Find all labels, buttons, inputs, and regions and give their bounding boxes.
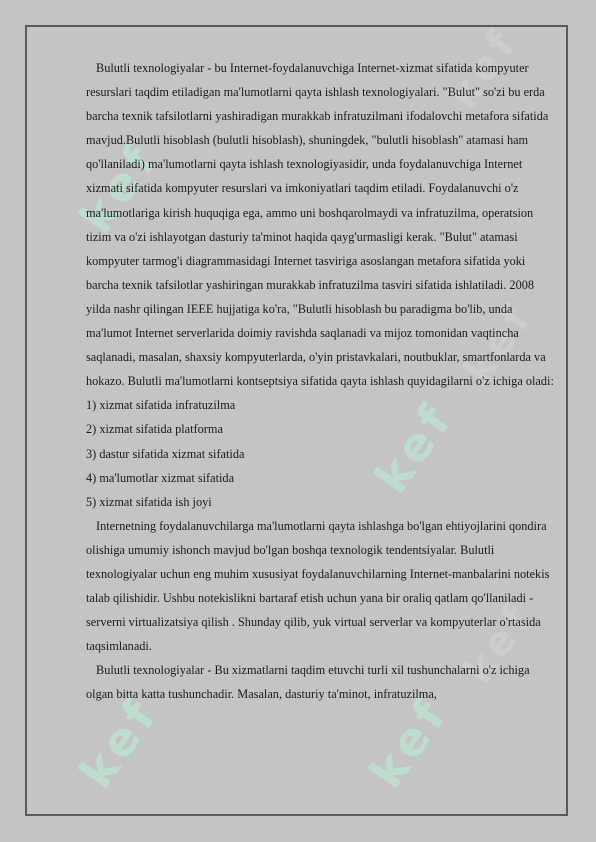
watermark-text: kef (68, 686, 170, 798)
paragraph-internet: Internetning foydalanuvchilarga ma'lumotlarni qayta ishlashga bo'lgan ehtiyojlarini qondira olishiga umumiy ishonch mavjud bo'lgan boshqa texnologik tendentsiyalar. Bulutli texnologiyalar uchun eng muhim xususiyat foydalanuvchilarning Internet-manbalarini notekis talab qilishidir. Ushbu notekislikni bartaraf etish uchun yana bir oraliq qatlam qo'llaniladi - serverni virtualizatsiya qilish . Shunday qilib, yuk virtual serverlar va kompyuterlar o'rtasida taqsimlanadi. (86, 518, 550, 654)
paragraph-intro: Bulutli texnologiyalar - bu Internet-foydalanuvchiga Internet-xizmat sifatida kompyuter resurslari taqdim etiladigan ma'lumotlarni qayta ishlash texnologiyalari. "Bulut" so'zi bu erda barcha texnik tafsilotlarni yashiradigan murakkab infratuzilmani ifodalovchi metafora sifatida mavjud.Bulutli hisoblash (bulutli hisoblash), shuningdek, "bulutli hisoblash" atamasi ham qo'llaniladi) ma'lumotlarni qayta ishlash texnologiyasidir, unda foydalanuvchiga Internet xizmati sifatida kompyuter resurslari va imkoniyatlari taqdim etiladi. Foydalanuvchi o'z ma'lumotlariga kirish huquqiga ega, ammo uni boshqarolmaydi va infratuzilma, operatsion tizim va o'zi ishlayotgan dasturiy ta'minot haqida qayg'urmasligi kerak. "Bulut" atamasi kompyuter tarmog'i diagrammasidagi Internet tasviriga asoslangan metafora sifatida yoki barcha texnik tafsilotlar yashiringan murakkab infratuzilma tasviri sifatida ishlatiladi. 2008 yilda nashr qilingan IEEE hujjatiga ko'ra, "Bulutli hisoblash bu paradigma bo'lib, unda ma'lumot Internet serverlarida doimiy ravishda saqlanadi va mijoz tomonidan vaqtincha saqlanadi, masalan, shaxsiy kompyuterlarda, o'yin pristavkalari, noutbuklar, smartfonlarda va hokazo. Bulutli ma'lumotlarni kontseptsiya sifatida qayta ishlash quyidagilarni o'z ichiga oladi: (86, 61, 554, 389)
list-item: 1) xizmat sifatida infratuzilma (86, 398, 236, 413)
watermark-text: kef (68, 131, 170, 243)
list-item: 5) xizmat sifatida ish joyi (86, 494, 212, 509)
watermark-text: kef (358, 686, 460, 798)
list-item: 3) dastur sifatida xizmat sifatida (86, 446, 245, 461)
watermark-text: kef (454, 593, 544, 693)
list-item: 4) ma'lumotlar xizmat sifatida (86, 470, 235, 485)
document-body (86, 56, 554, 707)
watermark-text: kef (454, 293, 544, 393)
list-item: 2) xizmat sifatida platforma (86, 422, 223, 437)
paragraph-cloud-concept: Bulutli texnologiyalar - Bu xizmatlarni taqdim etuvchi turli xil tushunchalarni o'z ichiga olgan bitta katta tushunchadir. Masalan, dasturiy ta'minot, infratuzilma, (86, 663, 530, 702)
watermark-text: kef (439, 18, 529, 118)
watermark-text: kef (363, 391, 465, 503)
